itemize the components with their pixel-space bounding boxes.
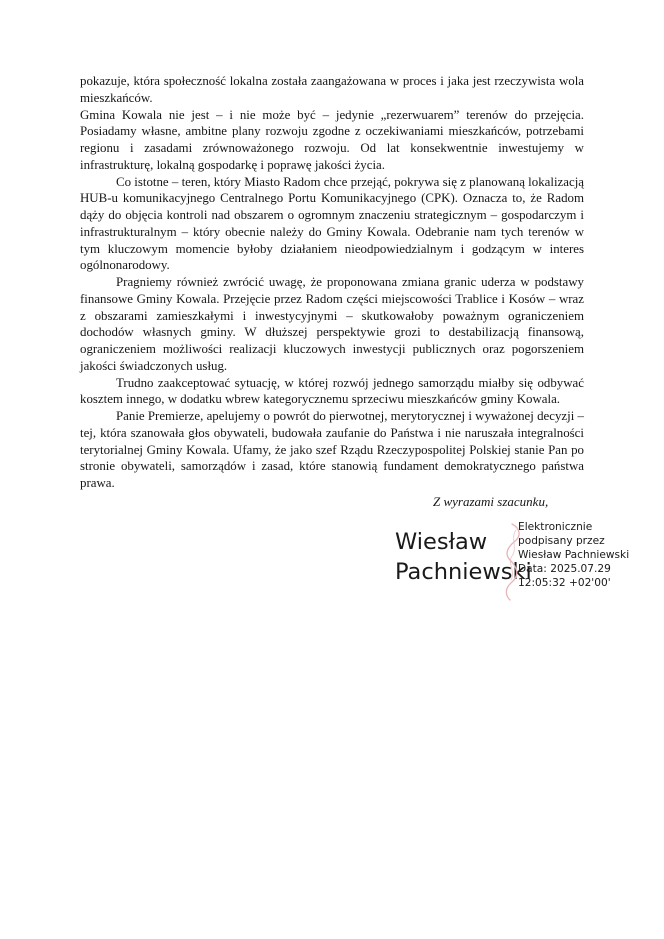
paragraph: Co istotne – teren, który Miasto Radom chce przejąć, pokrywa się z planowaną lokalizacją HUB-u komunikacyjnego Centralnego Portu Komunikacyjnego (CPK). Oznacza to, że Radom dąży do objęcia kontroli nad obszarem o ogromnym znaczeniu strategicznym – gospodarczym i infrastrukturalnym – który obecnie należy do Gminy Kowala. Odebranie nam tych terenów w tym kluczowym momencie byłoby działaniem nieodpowiedzialnym i godzącym w interes ogólnonarodowy.	[80, 174, 584, 273]
paragraph: Pragniemy również zwrócić uwagę, że proponowana zmiana granic uderza w podstawy finansowe Gminy Kowala. Przejęcie przez Radom części miejscowości Trablice i Kosów – wraz z obszarami zamieszkałymi i inwestycyjnymi – skutkowałoby poważnym ograniczeniem dochodów własnych gminy. W dłuższej perspektywie grozi to destabilizacją finansową, ograniczeniem możliwości realizacji kluczowych inwestycji publicznych oraz pogorszeniem jakości świadczonych usług.	[80, 275, 584, 373]
electronic-signature	[395, 520, 635, 604]
signature-detail-line: 12:05:32 +02'00'	[518, 576, 611, 589]
paragraph: pokazuje, która społeczność lokalna została zaangażowana w proces i jaka jest rzeczywista wola mieszkańców.	[80, 74, 584, 105]
paragraph: Gmina Kowala nie jest – i nie może być – jedynie „rezerwuarem” terenów do przejęcia. Posiadamy własne, ambitne plany rozwoju zgodne z oczekiwaniami mieszkańców, potrzebami regionu i zasadami zrównoważonego rozwoju. Od lat konsekwentnie inwestujemy w infrastrukturę, lokalną gospodarkę i poprawę jakości życia.	[80, 107, 584, 172]
letter-body	[80, 73, 584, 492]
signature-details	[518, 521, 629, 591]
closing-salutation: Z wyrazami szacunku,	[433, 494, 549, 509]
signer-first-name: Wiesław	[395, 529, 488, 555]
paragraph: Panie Premierze, apelujemy o powrót do pierwotnej, merytorycznej i wyważonej decyzji – tej, która szanowała głos obywateli, budowała zaufanie do Państwa i nie naruszała integralności terytorialnej Gminy Kowala. Ufamy, że jako szef Rządu Rzeczypospolitej Polskiej stanie Pan po stronie obywateli, samorządów i zasad, które stanowią fundament demokratycznego państwa prawa.	[80, 409, 584, 490]
signature-detail-line: Wiesław Pachniewski	[518, 548, 630, 561]
signature-detail-line: podpisany przez	[518, 534, 605, 547]
signature-detail-line: Elektronicznie	[518, 521, 593, 533]
signature-detail-line: Data: 2025.07.29	[518, 562, 611, 575]
paragraph: Trudno zaakceptować sytuację, w której rozwój jednego samorządu miałby się odbywać kosztem innego, w dodatku wbrew kategorycznemu sprzeciwu mieszkańców gminy Kowala.	[80, 375, 584, 407]
signer-last-name: Pachniewski	[395, 559, 532, 585]
